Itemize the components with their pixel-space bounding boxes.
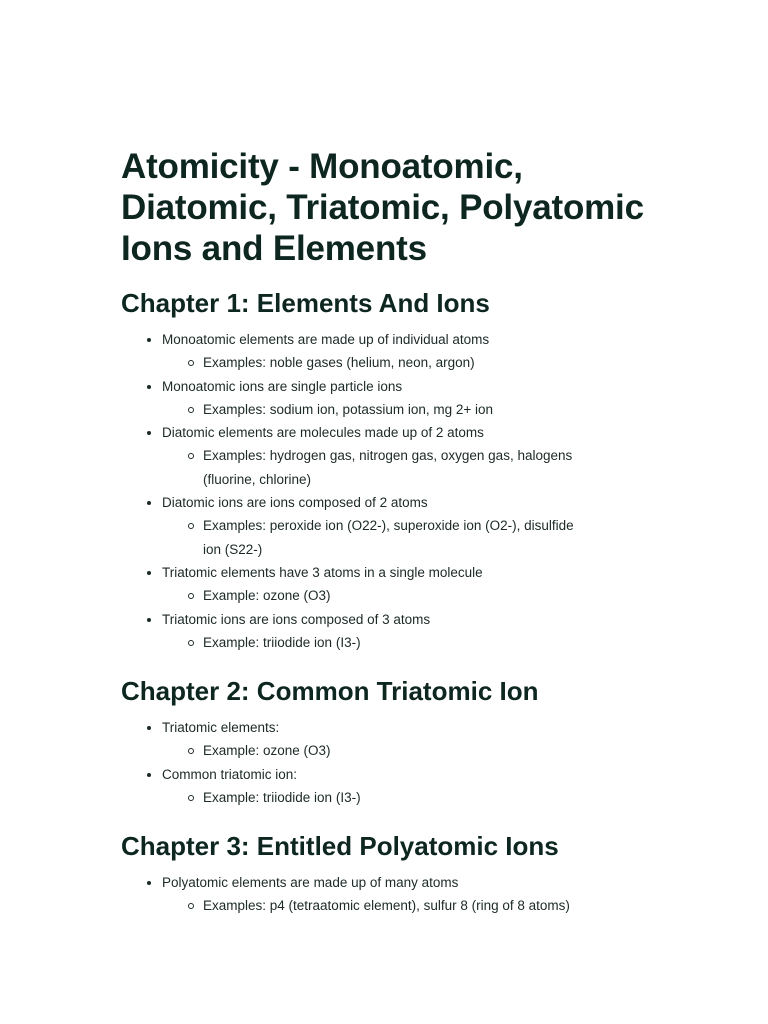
document-title: Atomicity - Monoatomic, Diatomic, Triatomic, Polyatomic Ions and Elements [121, 147, 644, 268]
sub-list-item: Example: triiodide ion (I3-) [162, 786, 583, 809]
sub-list [162, 631, 661, 654]
list-item-text: Triatomic ions are ions composed of 3 atoms [162, 611, 431, 627]
sub-list [162, 894, 661, 917]
chapter-heading: Chapter 1: Elements And Ions [121, 288, 490, 318]
sub-list [162, 739, 661, 762]
sub-list [162, 398, 661, 421]
list-item-text: Monoatomic elements are made up of individual atoms [162, 332, 490, 347]
sub-list [162, 514, 661, 561]
sub-list-item: Examples: hydrogen gas, nitrogen gas, oxygen gas, halogens (fluorine, chlorine) [162, 444, 583, 491]
list-item [121, 491, 661, 561]
sub-list [162, 444, 661, 491]
chapter-heading: Chapter 2: Common Triatomic Ion [121, 676, 539, 706]
bullet-list [121, 716, 661, 809]
sub-list [162, 786, 661, 809]
bullet-list [121, 871, 661, 918]
list-item [121, 763, 661, 810]
list-item-text: Common triatomic ion: [162, 766, 298, 782]
list-item [121, 375, 661, 422]
sub-list-item: Examples: peroxide ion (O22-), superoxide ion (O2-), disulfide ion (S22-) [162, 514, 583, 561]
chapter-2 [121, 675, 661, 809]
list-item [121, 871, 661, 918]
list-item-text: Diatomic ions are ions composed of 2 atoms [162, 495, 428, 511]
sub-list-item: Examples: sodium ion, potassium ion, mg 2+ ion [162, 398, 583, 421]
sub-list [162, 351, 661, 374]
bullet-list [121, 328, 661, 654]
sub-list-item: Examples: p4 (tetraatomic element), sulfur 8 (ring of 8 atoms) [162, 894, 643, 917]
sub-list-item: Example: ozone (O3) [162, 584, 583, 607]
sub-list [162, 584, 661, 607]
list-item [121, 561, 661, 608]
chapter-1 [121, 287, 661, 654]
list-item [121, 608, 661, 655]
list-item-text: Triatomic elements have 3 atoms in a single molecule [162, 564, 483, 580]
list-item-text: Diatomic elements are molecules made up of 2 atoms [162, 425, 484, 441]
chapter-3 [121, 830, 661, 918]
list-item-text: Polyatomic elements are made up of many atoms [162, 875, 459, 890]
list-item [121, 328, 661, 375]
sub-list-item: Example: triiodide ion (I3-) [162, 631, 583, 654]
sub-list-item: Example: ozone (O3) [162, 739, 583, 762]
list-item [121, 421, 661, 491]
sub-list-item: Examples: noble gases (helium, neon, argon) [162, 351, 583, 374]
chapter-heading: Chapter 3: Entitled Polyatomic Ions [121, 831, 559, 861]
list-item-text: Triatomic elements: [162, 720, 280, 735]
list-item [121, 716, 661, 763]
list-item-text: Monoatomic ions are single particle ions [162, 378, 403, 394]
document-page [121, 146, 661, 269]
